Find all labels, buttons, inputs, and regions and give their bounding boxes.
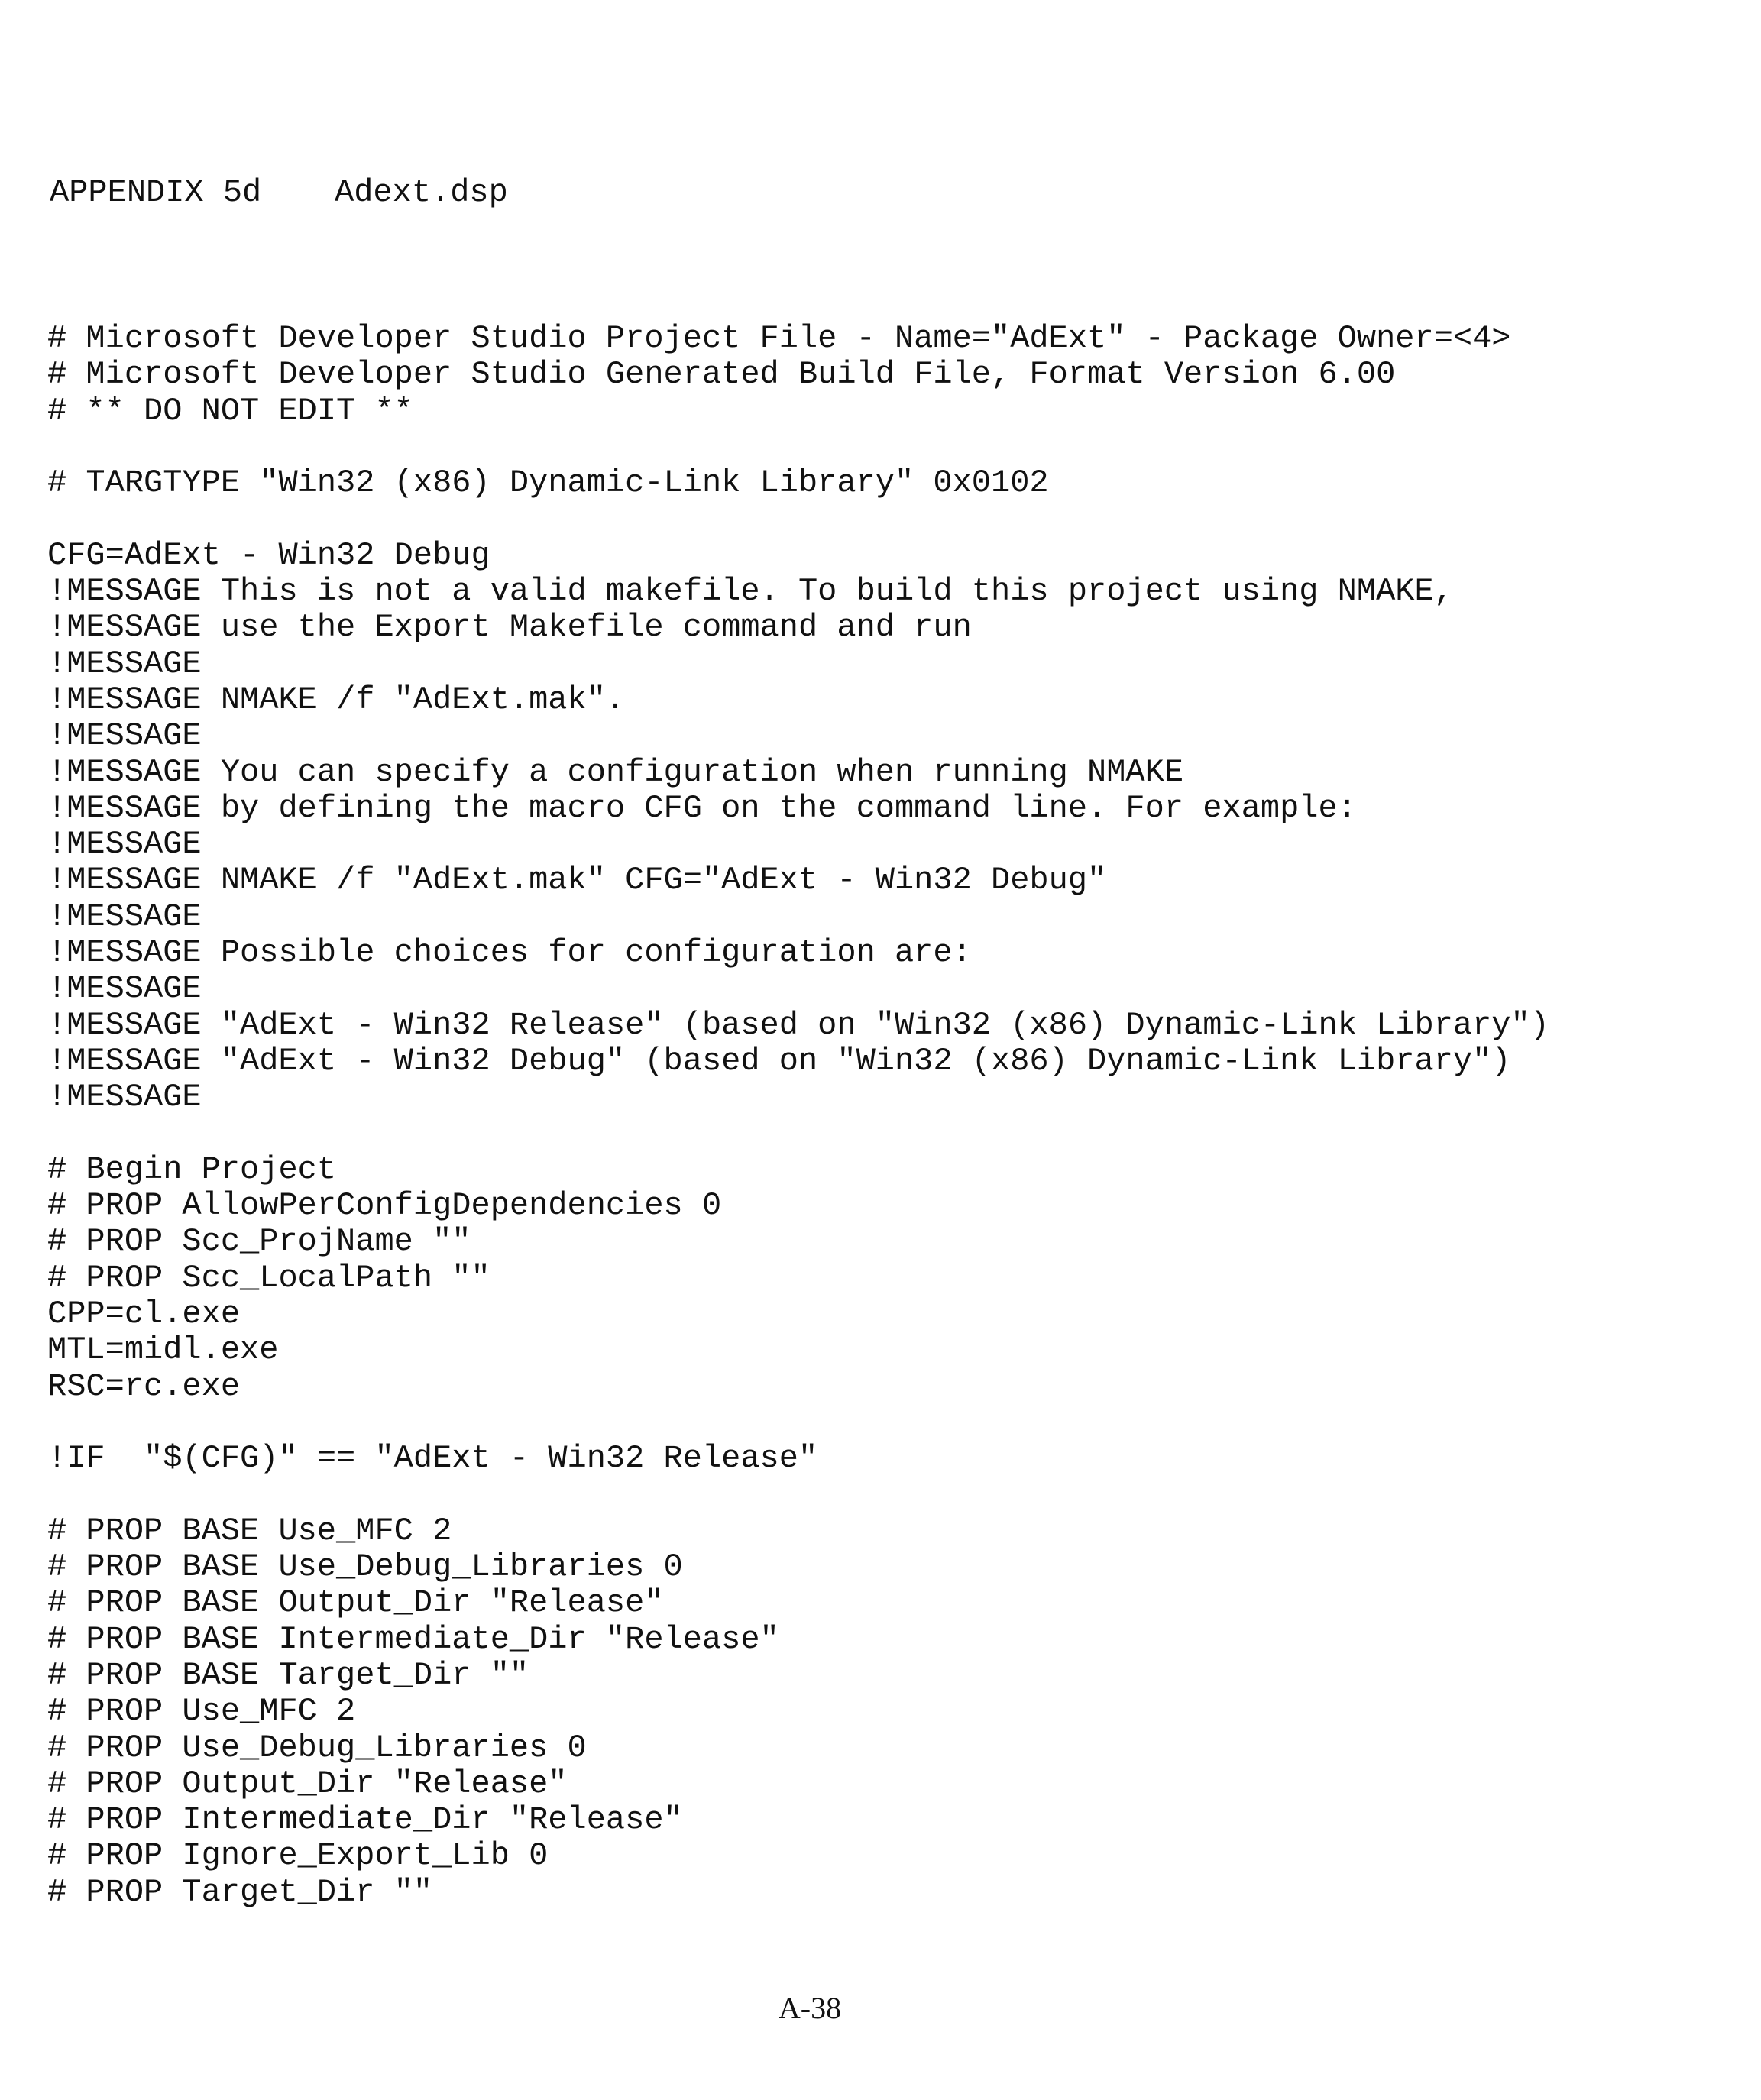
- code-line: # ** DO NOT EDIT **: [47, 393, 1549, 429]
- code-line: CFG=AdExt - Win32 Debug: [47, 538, 1549, 574]
- code-line: # PROP Use_MFC 2: [47, 1694, 1549, 1730]
- code-line: # PROP Use_Debug_Libraries 0: [47, 1730, 1549, 1766]
- code-line: # PROP BASE Intermediate_Dir "Release": [47, 1622, 1549, 1658]
- code-line: !MESSAGE NMAKE /f "AdExt.mak".: [47, 682, 1549, 718]
- code-line: # Microsoft Developer Studio Project File - Name="AdExt" - Package Owner=<4>: [47, 321, 1549, 357]
- code-line: # TARGTYPE "Win32 (x86) Dynamic-Link Library" 0x0102: [47, 465, 1549, 501]
- code-line: !IF "$(CFG)" == "AdExt - Win32 Release": [47, 1441, 1549, 1477]
- code-line: # Microsoft Developer Studio Generated Build File, Format Version 6.00: [47, 357, 1549, 393]
- code-line: MTL=midl.exe: [47, 1332, 1549, 1368]
- code-line: [47, 1477, 1549, 1513]
- code-line: # Begin Project: [47, 1152, 1549, 1188]
- code-line: # PROP Scc_ProjName "": [47, 1224, 1549, 1260]
- code-line: # PROP Ignore_Export_Lib 0: [47, 1838, 1549, 1874]
- code-line: !MESSAGE NMAKE /f "AdExt.mak" CFG="AdExt - Win32 Debug": [47, 862, 1549, 898]
- code-line: # PROP AllowPerConfigDependencies 0: [47, 1188, 1549, 1224]
- code-line: # PROP BASE Use_MFC 2: [47, 1513, 1549, 1549]
- code-line: !MESSAGE: [47, 827, 1549, 862]
- code-line: # PROP BASE Target_Dir "": [47, 1658, 1549, 1694]
- code-line: # PROP BASE Use_Debug_Libraries 0: [47, 1549, 1549, 1585]
- code-line: [47, 1405, 1549, 1441]
- code-line: [47, 429, 1549, 465]
- page-number: A-38: [0, 1990, 1620, 2026]
- document-filename: Adext.dsp: [335, 174, 508, 211]
- code-line: !MESSAGE: [47, 971, 1549, 1007]
- code-line: !MESSAGE: [47, 646, 1549, 682]
- code-line: !MESSAGE "AdExt - Win32 Release" (based on "Win32 (x86) Dynamic-Link Library"): [47, 1008, 1549, 1044]
- code-line: !MESSAGE You can specify a configuration when running NMAKE: [47, 755, 1549, 791]
- code-line: !MESSAGE: [47, 1079, 1549, 1115]
- code-line: CPP=cl.exe: [47, 1296, 1549, 1332]
- code-line: [47, 501, 1549, 537]
- appendix-label: APPENDIX 5d: [50, 174, 261, 211]
- code-line: !MESSAGE This is not a valid makefile. To build this project using NMAKE,: [47, 574, 1549, 610]
- code-line: # PROP Intermediate_Dir "Release": [47, 1802, 1549, 1838]
- code-line: !MESSAGE: [47, 899, 1549, 935]
- code-line: # PROP Scc_LocalPath "": [47, 1260, 1549, 1296]
- code-line: !MESSAGE: [47, 718, 1549, 754]
- code-line: [47, 1116, 1549, 1152]
- code-line: # PROP Target_Dir "": [47, 1875, 1549, 1911]
- code-line: !MESSAGE "AdExt - Win32 Debug" (based on "Win32 (x86) Dynamic-Link Library"): [47, 1044, 1549, 1079]
- code-line: !MESSAGE by defining the macro CFG on the command line. For example:: [47, 791, 1549, 827]
- code-line: # PROP BASE Output_Dir "Release": [47, 1585, 1549, 1621]
- code-line: RSC=rc.exe: [47, 1369, 1549, 1405]
- code-listing: [47, 321, 1549, 1911]
- code-line: # PROP Output_Dir "Release": [47, 1766, 1549, 1802]
- code-line: !MESSAGE Possible choices for configuration are:: [47, 935, 1549, 971]
- code-line: !MESSAGE use the Export Makefile command and run: [47, 610, 1549, 646]
